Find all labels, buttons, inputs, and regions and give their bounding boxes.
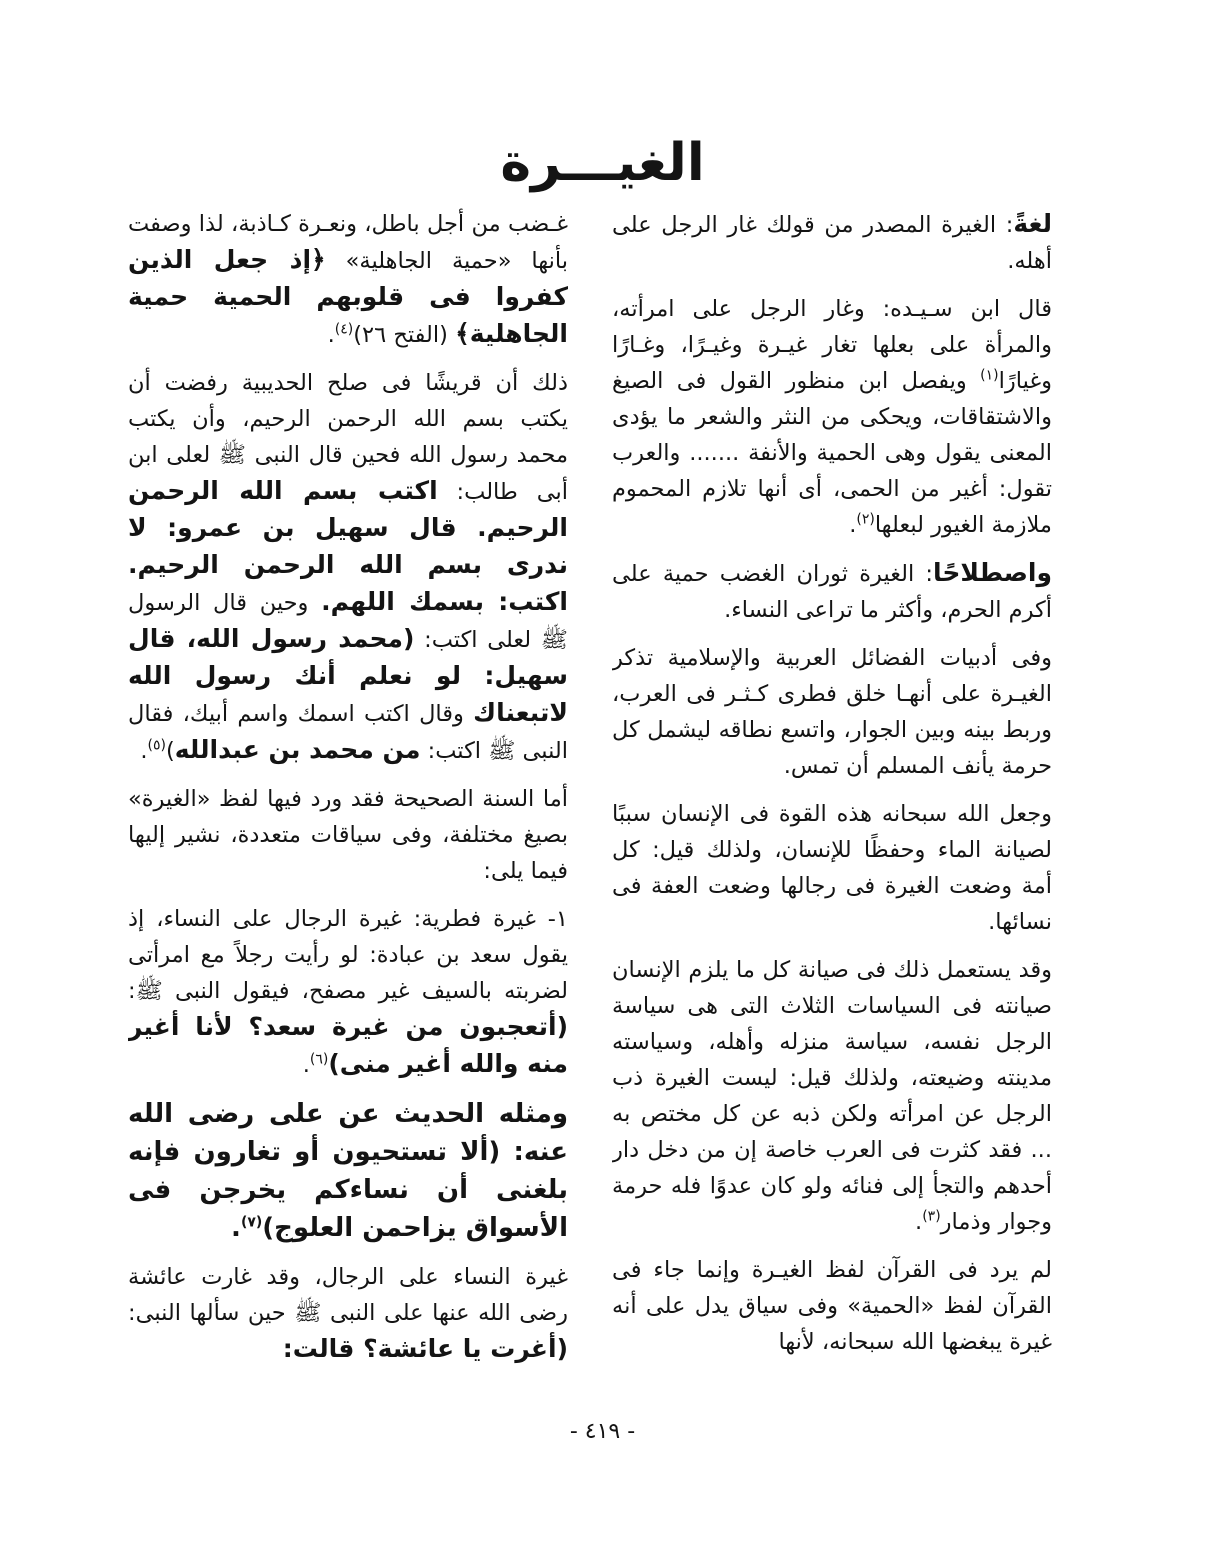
- punctuation: .: [231, 1213, 241, 1243]
- paragraph-ali-hadith: [128, 1095, 568, 1247]
- hadith-quote: (أغرت يا عائشة؟ قالت:: [282, 1334, 568, 1363]
- punctuation: .: [849, 512, 857, 538]
- term-label: واصطلاحًا: [932, 558, 1052, 587]
- paragraph-text: ): [165, 738, 175, 764]
- quran-verse: ﴿إذ جعل الذين كفروا فى قلوبهم الحمية حمية الجاهلية﴾: [128, 245, 568, 348]
- verse-reference: (الفتح ٢٦): [353, 322, 456, 348]
- paragraph-text: وحين قال الرسول ﷺ لعلى اكتب:: [128, 590, 568, 653]
- footnote-marker: (٢): [856, 511, 875, 528]
- footnote-marker: (٦): [309, 1051, 329, 1068]
- right-column: [612, 206, 1052, 1401]
- paragraph-quran: لم يرد فى القرآن لفظ الغيـرة وإنما جاء فى القرآن لفظ «الحمية» وفى سياق يدل على أنه غيرة يبغضها الله سبحانه، لأنها: [612, 1257, 1052, 1355]
- footnote-marker: (٤): [334, 321, 354, 338]
- hadith-quote: من محمد بن عبدالله: [174, 735, 421, 764]
- paragraph-text: قال ابن سـيـده: وغار الرجل على امرأته، والمرأة على بعلها تغار غيـرة وغيـرًا، وغـارًا وغيارًا: [612, 296, 1052, 394]
- paragraph-text: وقد يستعمل ذلك فى صيانة كل ما يلزم الإنسان صيانته فى السياسات الثلاث التى هى سياسة الرجل نفسه، سياسة منزله وأهله، وسياسته مدينته وضيعته، ولذلك قيل: ليست الغيرة ذب الرجل عن امرأته ولكن ذبه عن كل مختص به ... فقد كثرت فى العرب خاصة إن من دخل دار أحدهم والتجأ إلى فنائه ولو كان عدوًا فله حرمة وجوار وذمار: [612, 957, 1052, 1235]
- paragraph-hudaybiya: [128, 365, 568, 769]
- paragraph-fitriya: [128, 901, 568, 1083]
- paragraph-text: وقال اكتب اسمك واسم أبيك، فقال النبى ﷺ اكتب:: [128, 701, 568, 764]
- hadith-quote: ومثله الحديث عن على رضى الله عنه: (ألا تستحيون أو تغارون فإنه بلغنى أن نساءكم يخرجن فى الأسواق يزاحمن العلوج): [128, 1099, 568, 1243]
- page-number: - ٤١٩ -: [569, 1419, 636, 1444]
- hadith-quote: اكتب بسم الله الرحمن الرحيم. قال سهيل بن عمرو: لا ندرى بسم الله الرحمن الرحيم. اكتب: بسمك اللهم.: [128, 476, 568, 616]
- hadith-quote: (أتعجبون من غيرة سعد؟ لأنا أغير منه والله أغير منى): [128, 1012, 568, 1078]
- paragraph-sunna: أما السنة الصحيحة فقد ورد فيها لفظ «الغيرة» بصيغ مختلفة، وفى سياقات متعددة، نشير إليها فيما يلى:: [128, 786, 568, 884]
- hadith-quote: (محمد رسول الله، قال سهيل: لو نعلم أنك رسول الله لاتبعناك: [128, 624, 568, 727]
- paragraph-jahiliya: [128, 206, 568, 353]
- paragraph-text: ١- غيرة فطرية: غيرة الرجال على النساء، إذ يقول سعد بن عبادة: لو رأيت رجلاً مع امرأتى لضربته بالسيف غير مصفح، فيقول النبى ﷺ:: [128, 906, 568, 1004]
- punctuation: .: [140, 738, 148, 764]
- left-column: [128, 206, 568, 1401]
- footnote-marker: (٧): [240, 1214, 263, 1231]
- paragraph-text: ويفصل ابن منظور القول فى الصيغ والاشتقاقات، ويحكى من النثر والشعر ما يؤدى المعنى يقول وهى الحمية والأنفة ....... والعرب تقول: أغير من الحمى، أى أنها تلازم المحموم ملازمة الغيور لبعلها: [612, 368, 1052, 538]
- punctuation: .: [302, 1052, 310, 1078]
- paragraph-lugha: [612, 206, 1052, 279]
- paragraph-ibn-sidah: [612, 291, 1052, 543]
- paragraph-istilahan: [612, 555, 1052, 628]
- paragraph-text: ذلك أن قريشًا فى صلح الحديبية رفضت أن يكتب بسم الله الرحمن الرحيم، وأن يكتب محمد رسول الله فحين قال النبى ﷺ لعلى ابن أبى طالب:: [128, 370, 568, 505]
- paragraph-siyana: [612, 952, 1052, 1240]
- paragraph-text: غيرة النساء على الرجال، وقد غارت عائشة رضى الله عنها على النبى ﷺ حين سألها النبى:: [128, 1264, 568, 1326]
- paragraph-text: : الغيرة المصدر من قولك غار الرجل على أهله.: [612, 212, 1052, 274]
- paragraph-quwwa: وجعل الله سبحانه هذه القوة فى الإنسان سببًا لصيانة الماء وحفظًا للإنسان، ولذلك قيل: كل أمة وضعت الغيرة فى رجالها وضعت العفة فى نسائها.: [612, 801, 1052, 935]
- punctuation: .: [915, 1209, 923, 1235]
- footnote-marker: (٣): [922, 1208, 941, 1225]
- term-label: لغةً: [1013, 209, 1052, 238]
- footnote-marker: (١): [980, 367, 999, 384]
- footnote-marker: (٥): [147, 737, 166, 754]
- paragraph-text: : الغيرة ثوران الغضب حمية على أكرم الحرم، وأكثر ما تراعى النساء.: [612, 561, 1052, 623]
- paragraph-aisha: [128, 1259, 568, 1368]
- page-title: الغيـــرة: [500, 133, 705, 193]
- punctuation: .: [327, 322, 335, 348]
- paragraph-adabiyat: وفى أدبيات الفضائل العربية والإسلامية تذكر الغيـرة على أنهـا خلق فطرى كـثـر فى العرب، وربط بينه وبين الجوار، واتسع نطاقه ليشمل كل حرمة يأنف المسلم أن تمس.: [612, 645, 1052, 779]
- paragraph-text: غـضب من أجل باطل، ونعـرة كـاذبة، لذا وصفت بأنها «حمية الجاهلية»: [128, 211, 568, 274]
